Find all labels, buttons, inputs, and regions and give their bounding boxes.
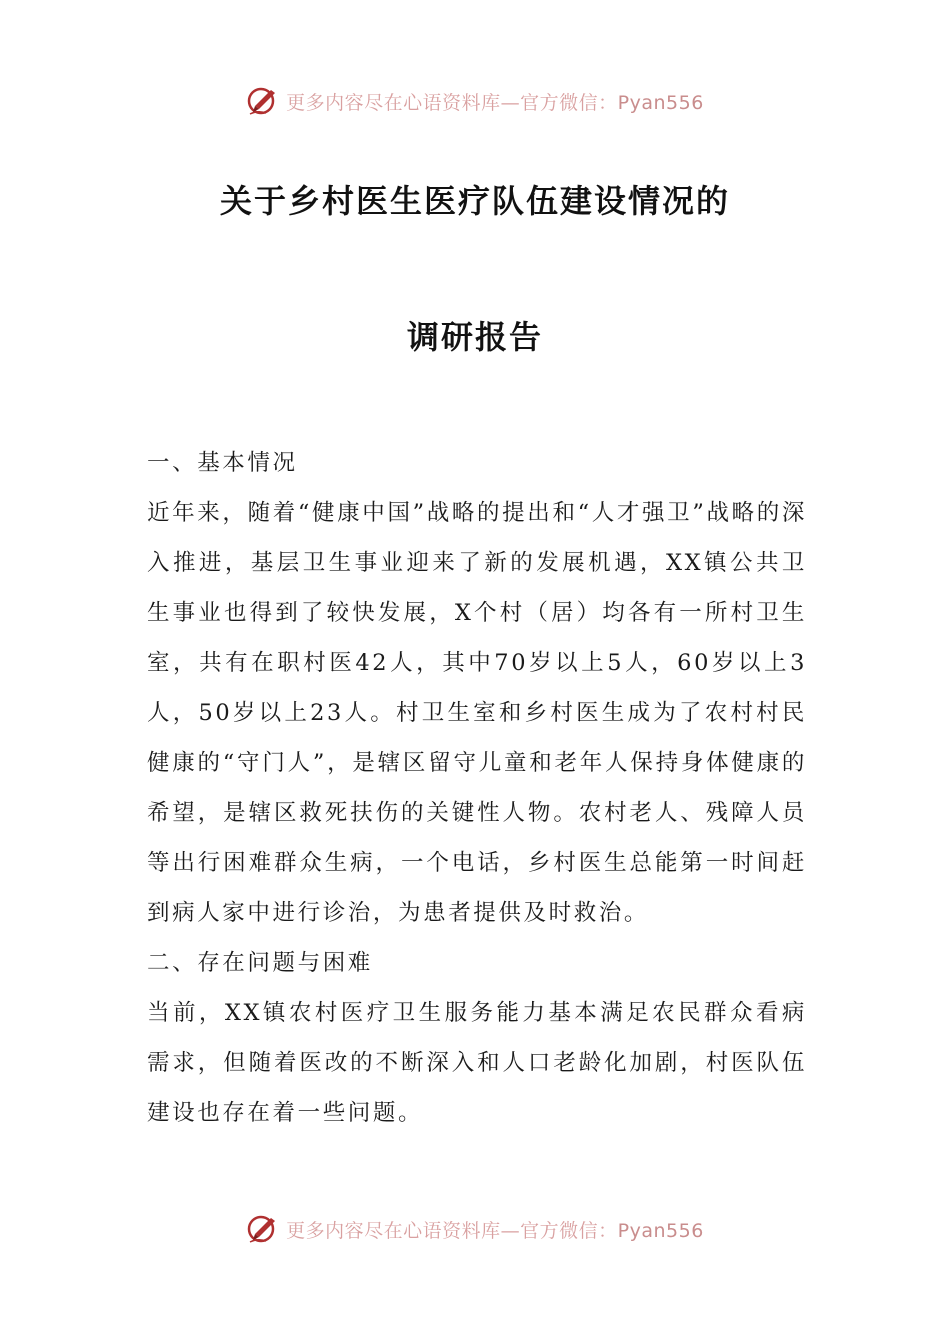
section2-paragraph: 当前，XX镇农村医疗卫生服务能力基本满足农民群众看病需求，但随着医改的不断深入和人口老龄化加剧，村医队伍建设也存在着一些问题。 — [147, 1000, 807, 1126]
document-body — [147, 438, 807, 1138]
watermark-header — [0, 84, 950, 118]
watermark-footer — [0, 1212, 950, 1246]
pen-circle-logo-icon — [246, 1212, 280, 1246]
document-title-line2: 调研报告 — [406, 318, 543, 356]
watermark-text: 更多内容尽在心语资料库—官方微信：Pyan556 — [286, 1219, 704, 1242]
section1-heading: 一、基本情况 — [147, 450, 298, 476]
pen-circle-logo-icon — [246, 84, 280, 118]
document-title-line1: 关于乡村医生医疗队伍建设情况的 — [219, 182, 730, 220]
section1-paragraph: 近年来，随着“健康中国”战略的提出和“人才强卫”战略的深入推进，基层卫生事业迎来了新的发展机遇，XX镇公共卫生事业也得到了较快发展，X个村（居）均各有一所村卫生室，共有在职村医42人，其中70岁以上5人，60岁以上3人，50岁以上23人。村卫生室和乡村医生成为了农村村民健康的“守门人”，是辖区留守儿童和老年人保持身体健康的希望，是辖区救死扶伤的关键性人物。农村老人、残障人员等出行困难群众生病，一个电话，乡村医生总能第一时间赶到病人家中进行诊治，为患者提供及时救治。 — [147, 500, 807, 926]
wechat-id: Pyan556 — [617, 91, 704, 114]
wechat-id: Pyan556 — [617, 1219, 704, 1242]
watermark-text: 更多内容尽在心语资料库—官方微信：Pyan556 — [286, 91, 704, 114]
section2-heading: 二、存在问题与困难 — [147, 950, 373, 976]
